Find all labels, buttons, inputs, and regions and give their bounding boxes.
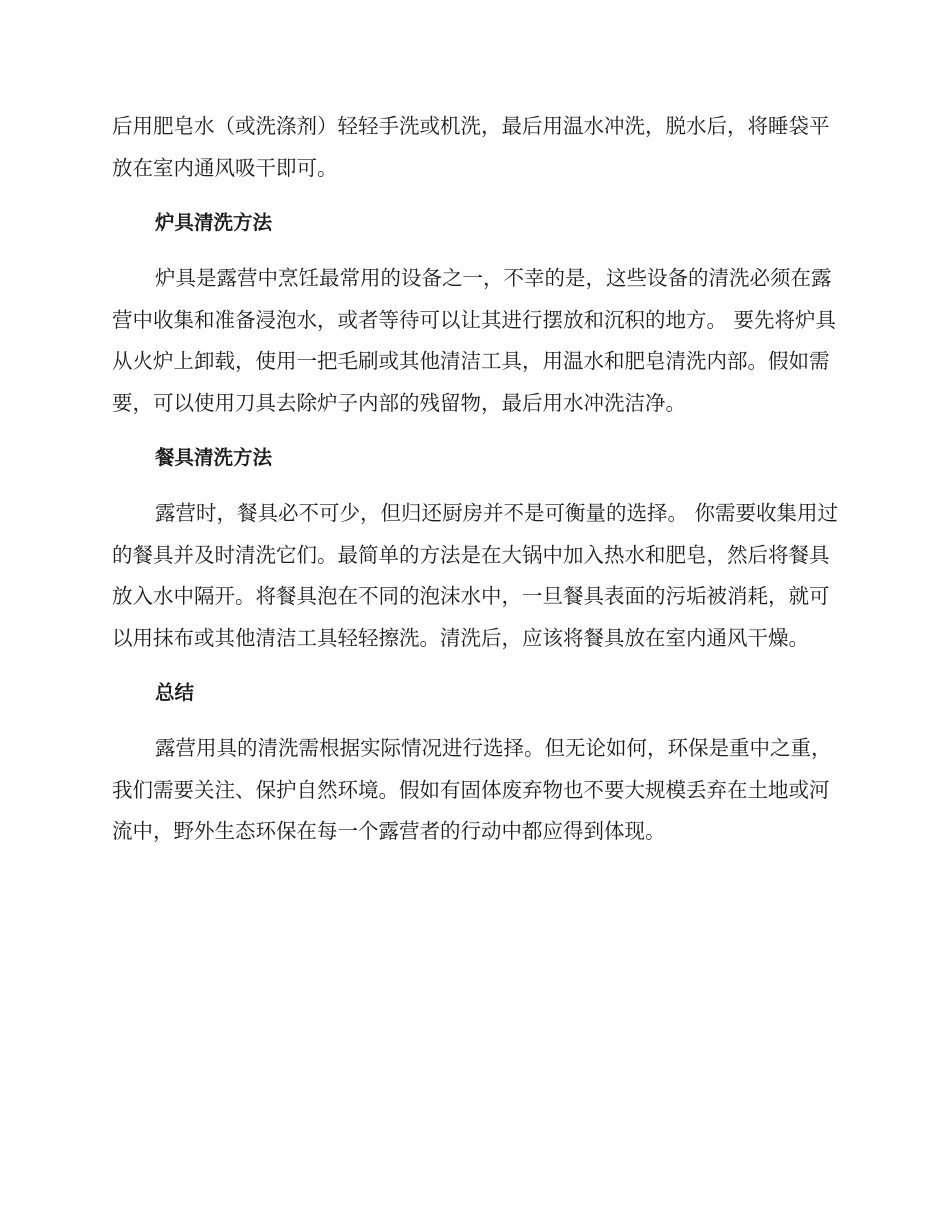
- section-heading: 炉具清洗方法: [155, 211, 273, 234]
- section-stove-cleaning: [112, 208, 838, 424]
- section-summary: [112, 678, 838, 853]
- section-heading: 餐具清洗方法: [155, 446, 273, 469]
- document-content: [112, 106, 838, 853]
- section-heading: 总结: [155, 681, 195, 704]
- intro-paragraph: 后用肥皂水（或洗涤剂）轻轻手洗或机洗，最后用温水冲洗，脱水后，将睡袋平放在室内通风吸干即可。: [112, 114, 830, 180]
- section-tableware-cleaning: [112, 443, 838, 659]
- section-paragraph: 露营时，餐具必不可少，但归还厨房并不是可衡量的选择。 你需要收集用过的餐具并及时清洗它们。最简单的方法是在大锅中加入热水和肥皂，然后将餐具放入水中隔开。将餐具泡在不同的泡沫水中，一旦餐具表面的污垢被消耗，就可以用抹布或其他清洁工具轻轻擦洗。清洗后，应该将餐具放在室内通风干燥。: [112, 501, 839, 650]
- section-paragraph: 炉具是露营中烹饪最常用的设备之一，不幸的是，这些设备的清洗必须在露营中收集和准备浸泡水，或者等待可以让其进行摆放和沉积的地方。 要先将炉具从火炉上卸载，使用一把毛刷或其他清洁工具，用温水和肥皂清洗内部。假如需要，可以使用刀具去除炉子内部的残留物，最后用水冲洗洁净。: [112, 266, 837, 415]
- section-paragraph: 露营用具的清洗需根据实际情况进行选择。但无论如何，环保是重中之重，我们需要关注、保护自然环境。假如有固体废弃物也不要大规模丢弃在土地或河流中，野外生态环保在每一个露营者的行动中都应得到体现。: [112, 736, 832, 843]
